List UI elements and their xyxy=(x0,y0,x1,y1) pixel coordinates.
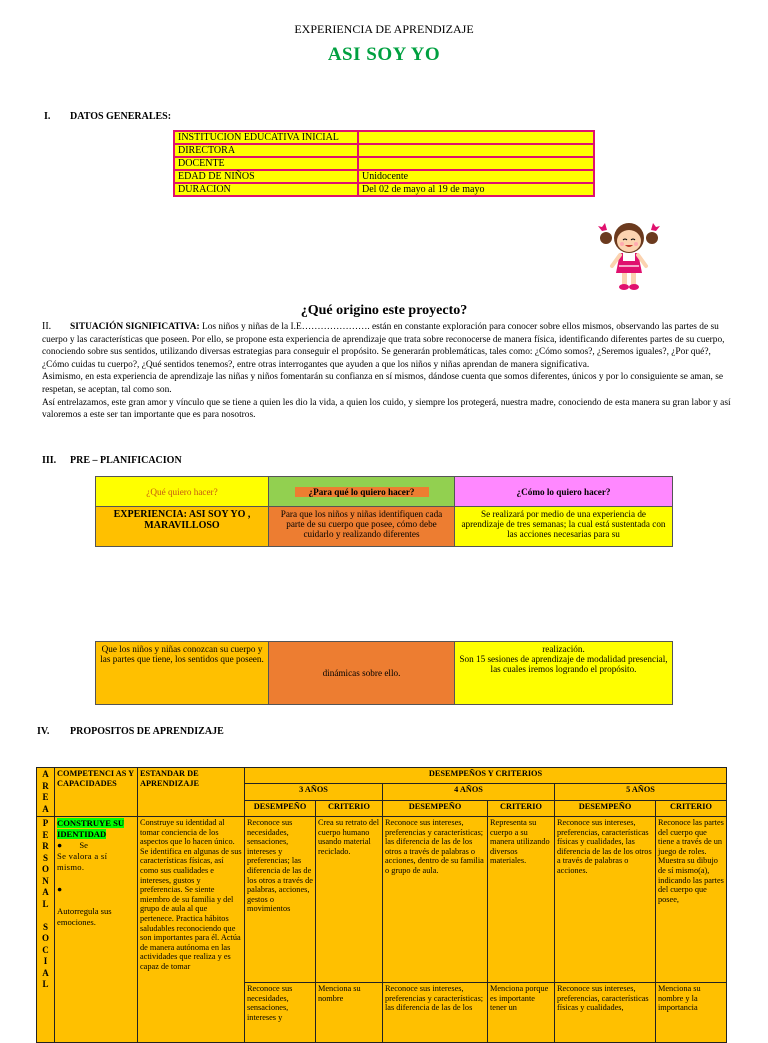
table-row xyxy=(174,131,594,144)
age-header-4: 4 AÑOS xyxy=(383,784,555,800)
table-cell-value xyxy=(358,157,594,170)
table-cell: Se realizará por medio de una experiencia de aprendizaje de tres semanas; la cual está sustentada con las acciones necesarias para su xyxy=(455,507,673,547)
competencia-title: CONSTRUYE SU IDENTIDAD xyxy=(57,818,125,839)
table-cell: Menciona su nombre xyxy=(316,983,383,1043)
table-cell: Representa su cuerpo a su manera utilizando diversos materiales. xyxy=(488,817,555,983)
desempenos-header: DESEMPEÑOS Y CRITERIOS xyxy=(245,768,727,784)
table-cell-label: INSTITUCION EDUCATIVA INICIAL xyxy=(174,131,358,144)
table-cell: Que los niños y niñas conozcan su cuerpo y las partes que tiene, los sentidos que poseen. xyxy=(96,642,269,705)
situacion-significativa xyxy=(42,321,732,422)
table-row xyxy=(37,768,727,784)
competencia-item: Autorregula sus emociones. xyxy=(57,906,112,927)
pre-planning-table xyxy=(95,476,673,547)
competencias-header: COMPETENCI AS Y CAPACIDADES xyxy=(55,768,138,817)
table-row xyxy=(174,144,594,157)
table-row xyxy=(96,477,673,507)
table-cell: Reconoce sus intereses, preferencias y características; las diferencia de las de los xyxy=(383,983,488,1043)
document-kicker: EXPERIENCIA DE APRENDIZAJE xyxy=(294,22,474,36)
table-cell: Reconoce sus necesidades, sensaciones, intereses y xyxy=(245,983,316,1043)
area-header: A R E A xyxy=(37,768,55,817)
table-cell-value: Unidocente xyxy=(358,170,594,183)
section-number-3: III. xyxy=(42,455,57,466)
section-number-4: IV. xyxy=(37,726,50,737)
document-title: ASI SOY YO xyxy=(327,44,441,65)
section-number-2: II. xyxy=(42,321,52,332)
project-origin-question: ¿Qué origino este proyecto? xyxy=(300,303,468,318)
girl-illustration xyxy=(596,216,662,292)
table-row xyxy=(96,642,673,705)
table-cell: Crea su retrato del cuerpo humano usando material reciclado. xyxy=(316,817,383,983)
desempeno-header: DESEMPEÑO xyxy=(555,800,656,816)
criterio-header: CRITERIO xyxy=(316,800,383,816)
situacion-paragraph-3: Así entrelazamos, este gran amor y vínculo que se tiene a quien les dio la vida, a quien los cuido, y siempre los protegerá, nuestra madre, conociendo de esta manera su gran labor y así valoremos a este ser tan importante que es para nosotros. xyxy=(42,397,731,421)
desempeno-header: DESEMPEÑO xyxy=(245,800,316,816)
general-data-table xyxy=(173,130,595,197)
table-cell: Reconoce sus necesidades, sensaciones, intereses y preferencias; las diferencia de las de los otros a través de palabras, acciones, gestos o movimientos xyxy=(245,817,316,983)
table-cell-label: EDAD DE NIÑOS xyxy=(174,170,358,183)
table-header-como: ¿Cómo lo quiero hacer? xyxy=(455,477,673,507)
table-cell: Reconoce las partes del cuerpo que tiene a través de un juego de roles. Muestra su dibujo de sí mismo(a), indicando las partes del cuerpo que posee, xyxy=(656,817,727,983)
estandar-header: ESTANDAR DE APRENDIZAJE xyxy=(138,768,245,817)
table-cell: Para que los niños y niñas identifiquen cada parte de su cuerpo que posee, cómo debe cuidarlo y realizando diferentes xyxy=(269,507,455,547)
section-title-propositos: PROPOSITOS DE APRENDIZAJE xyxy=(70,726,224,737)
table-cell: Reconoce sus intereses, preferencias y características; las diferencia de las de los otros a través de palabras o acciones, dentro de su familia o grupo de aula. xyxy=(383,817,488,983)
table-cell: dinámicas sobre ello. xyxy=(269,642,455,705)
table-cell-label: DURACION xyxy=(174,183,358,196)
table-row xyxy=(96,507,673,547)
table-cell-value xyxy=(358,144,594,157)
criterio-header: CRITERIO xyxy=(488,800,555,816)
area-personal-social: P E R S O N A L S O C I A L xyxy=(37,817,55,1043)
competencia-cell: CONSTRUYE SU IDENTIDAD ● Se Se valora a sí mismo. ● Autorregula sus emociones. xyxy=(55,817,138,1043)
table-header-para-que: ¿Para qué lo quiero hacer? xyxy=(269,477,455,507)
table-cell: Menciona porque es importante tener un xyxy=(488,983,555,1043)
table-row xyxy=(174,183,594,196)
table-cell-label: DIRECTORA xyxy=(174,144,358,157)
age-header-3: 3 AÑOS xyxy=(245,784,383,800)
section-title-pre-planificacion: PRE – PLANIFICACION xyxy=(70,455,182,466)
situacion-paragraph-2: Asimismo, en esta experiencia de aprendizaje las niñas y niños fomentarán su confianza en sí mismos, dándose cuenta que somos diferentes, únicos y por lo consiguiente se aman, se respetan, se aceptan, tal como son. xyxy=(42,372,724,395)
table-row xyxy=(174,157,594,170)
situacion-paragraph-1: Los niños y niñas de la I.E…………………. están en constante exploración para conocer sobre ellos mismos, observando las partes de su cuerpo y las características que poseen. Por ello, se propone esta experiencia de aprendizaje que trata sobre reconocerse de manera física, identificando diferentes partes de su cuerpo, conociendo sobre sus sentidos, utilizando diversas estrategias para conseguir el propósito. Se generarán problemáticas, tales como: ¿Cómo somos?, ¿Seremos iguales?, ¿Por qué?, ¿Cómo cuidas tu cuerpo?, ¿Qué sentidos tenemos?, entre otras interrogantes que ayuden a que los niños y niñas aprendan de manera significativa. xyxy=(42,322,725,370)
pre-planning-table-continued xyxy=(95,641,673,705)
section-title-situacion: SITUACIÓN SIGNIFICATIVA: xyxy=(70,322,200,332)
age-header-5: 5 AÑOS xyxy=(555,784,727,800)
section-title-datos-generales: DATOS GENERALES: xyxy=(70,111,172,122)
section-number-1: I. xyxy=(44,111,51,122)
table-cell: EXPERIENCIA: ASI SOY YO , MARAVILLOSO xyxy=(96,507,269,547)
table-cell: Menciona su nombre y la importancia xyxy=(656,983,727,1043)
desempeno-header: DESEMPEÑO xyxy=(383,800,488,816)
competencia-item: Se valora a sí mismo. xyxy=(57,851,108,872)
table-cell: Reconoce sus intereses, preferencias, características físicas y cualidades, xyxy=(555,983,656,1043)
table-row xyxy=(37,817,727,983)
table-cell: realización. Son 15 sesiones de aprendizaje de modalidad presencial, las cuales iremos logrando el propósito. xyxy=(455,642,673,705)
table-cell: Reconoce sus intereses, preferencias, características físicas y cualidades, las diferencia de las de los otros a través de palabras o acciones. xyxy=(555,817,656,983)
table-row xyxy=(174,170,594,183)
table-header-que: ¿Qué quiero hacer? xyxy=(96,477,269,507)
learning-purposes-table xyxy=(36,767,727,1043)
table-cell-label: DOCENTE xyxy=(174,157,358,170)
criterio-header: CRITERIO xyxy=(656,800,727,816)
table-cell-value: Del 02 de mayo al 19 de mayo xyxy=(358,183,594,196)
estandar-cell: Construye su identidad al tomar conciencia de los aspectos que lo hacen único. Se identifica en algunas de sus características físicas, así como sus cualidades e intereses, gustos y preferencias. Se siente miembro de su familia y del grupo de aula al que pertenece. Practica hábitos saludables reconociendo que son importantes para él. Actúa de manera autónoma en las actividades que realiza y es capaz de tomar xyxy=(138,817,245,1043)
table-cell-value xyxy=(358,131,594,144)
